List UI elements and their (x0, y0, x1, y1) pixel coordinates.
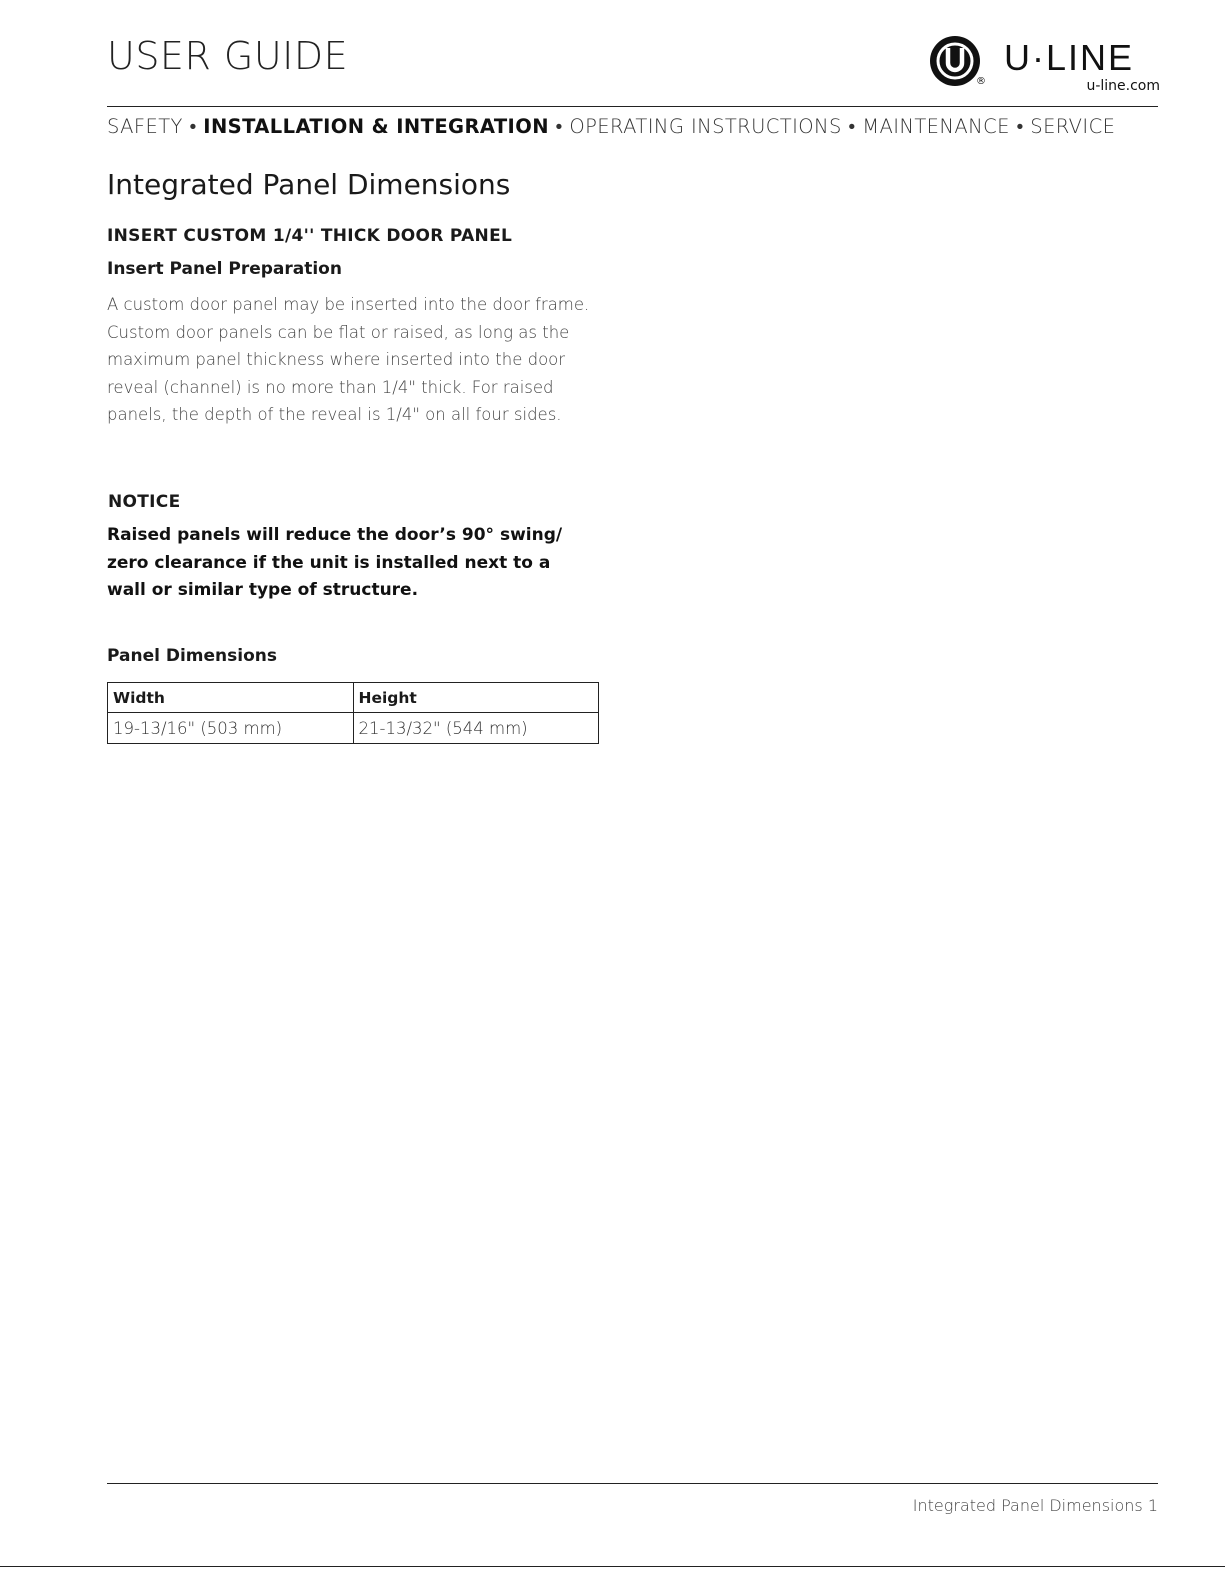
body-line: A custom door panel may be inserted into the door frame. (107, 295, 590, 314)
section-separator: • (848, 115, 856, 138)
section-installation-integration: INSTALLATION & INTEGRATION (203, 115, 549, 138)
page-edge (0, 1566, 1225, 1567)
panel-dimensions-table (107, 682, 599, 744)
body-line: Custom door panels can be flat or raised, as long as the (107, 322, 570, 342)
table-header-row (108, 683, 599, 713)
column-header-width: Width (108, 683, 354, 713)
body-line: maximum panel thickness where inserted into the door (107, 350, 566, 369)
body-line: panels, the depth of the reveal is 1/4" on all four sides. (107, 405, 562, 424)
page-footer: Integrated Panel Dimensions 1 (912, 1496, 1158, 1515)
section-separator: • (555, 115, 563, 138)
section-heading: INSERT CUSTOM 1/4'' THICK DOOR PANEL (107, 226, 513, 246)
brand-logo (928, 34, 1160, 96)
notice-line: Raised panels will reduce the door’s 90° swing/ (107, 525, 563, 545)
guide-title: USER GUIDE (107, 34, 349, 78)
footer-divider (107, 1483, 1158, 1484)
table-title: Panel Dimensions (107, 646, 277, 666)
table-row (108, 713, 599, 744)
notice-line: zero clearance if the unit is installed next to a (107, 552, 551, 573)
website-url: u-line.com (1086, 78, 1160, 94)
section-maintenance: MAINTENANCE (862, 115, 1010, 138)
section-nav (107, 114, 1167, 140)
section-service: SERVICE (1030, 115, 1116, 138)
notice-line: wall or similar type of structure. (107, 580, 419, 600)
body-paragraph (107, 291, 602, 429)
notice-text (107, 522, 602, 605)
cell-height: 21-13/32" (544 mm) (353, 713, 599, 744)
section-operating-instructions: OPERATING INSTRUCTIONS (569, 115, 842, 138)
subsection-heading: Insert Panel Preparation (107, 259, 342, 279)
section-separator: • (189, 115, 197, 138)
header-divider (107, 106, 1158, 107)
brand-logo-icon (928, 34, 982, 88)
body-line: reveal (channel) is no more than 1/4" thick. For raised (107, 377, 554, 397)
section-separator: • (1016, 115, 1024, 138)
cell-width: 19-13/16" (503 mm) (108, 713, 354, 744)
logo-wordmark: U·LINE (1004, 37, 1135, 78)
page-title: Integrated Panel Dimensions (107, 168, 511, 201)
section-safety: SAFETY (107, 115, 183, 138)
notice-title: NOTICE (108, 492, 181, 512)
column-header-height: Height (353, 683, 599, 713)
registered-mark: ® (976, 76, 986, 87)
